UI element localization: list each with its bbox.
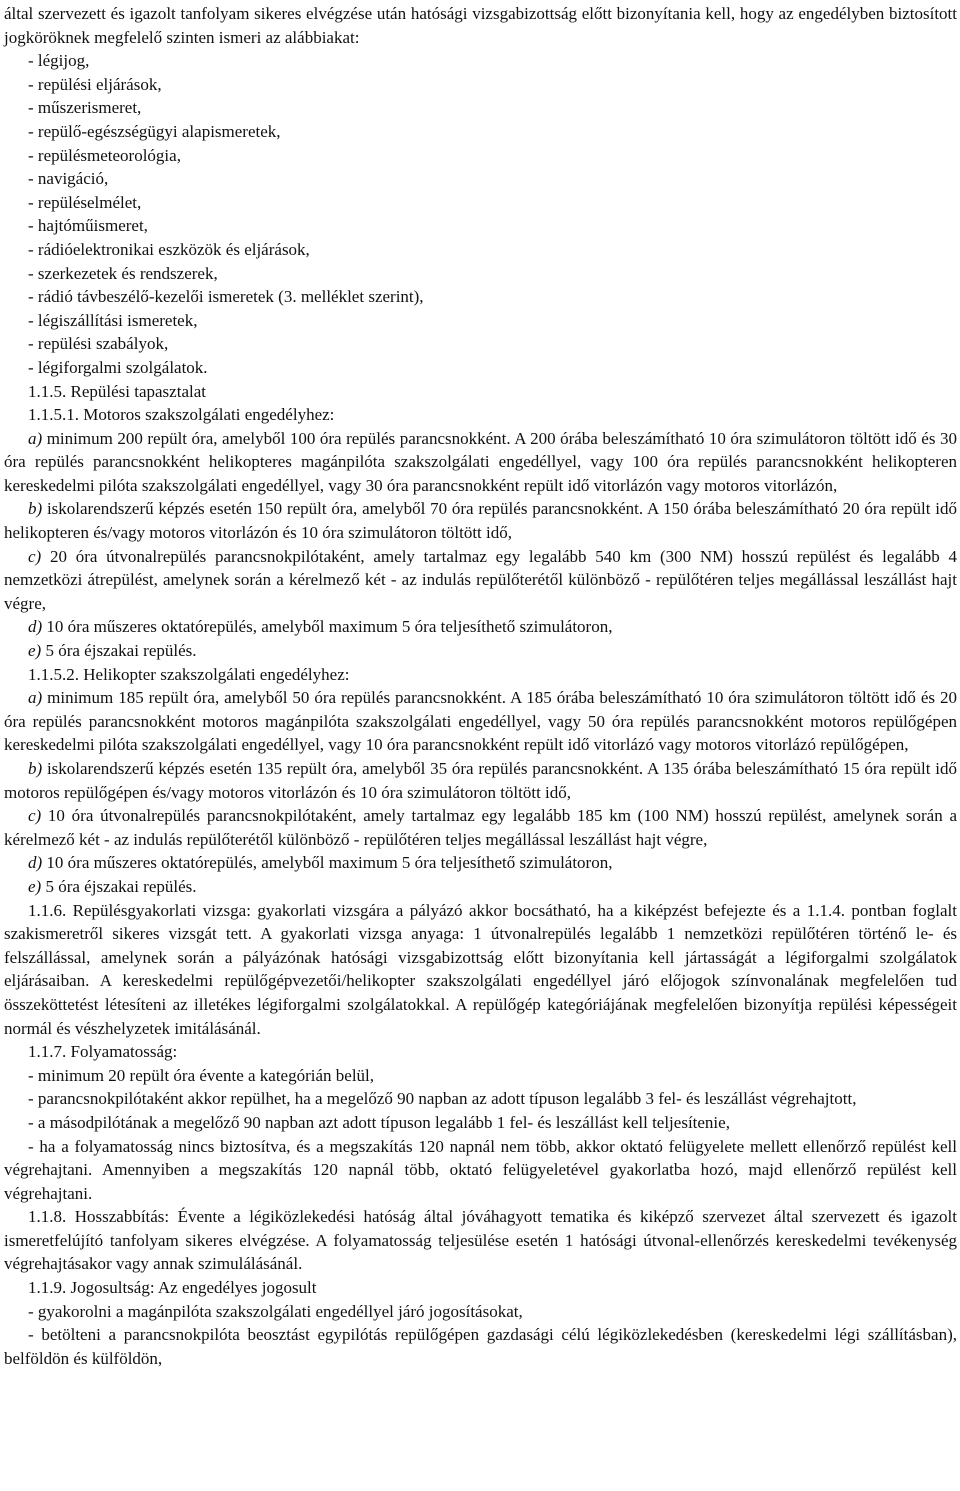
document-paragraph	[4, 1087, 957, 1111]
paragraph-text: 10 óra műszeres oktatórepülés, amelyből maximum 5 óra teljesíthető szimulátoron,	[42, 617, 613, 637]
item-letter: b)	[28, 499, 43, 519]
paragraph-text: 10 óra útvonalrepülés parancsnokpilótaként, amely tartalmaz egy legalább 185 km (100 NM) hosszú repülést, amelynek során a kérelmező két - az indulás repülőterétől különböző - repülőtéren teljes megállással leszállást hajt végre,	[4, 806, 957, 849]
paragraph-text: 1.1.8. Hosszabbítás: Évente a légiközlekedési hatóság által jóváhagyott tematika és kiképző szervezet által szervezett és igazolt ismeretfelújító tanfolyam sikeres elvégzése. A folyamatosság teljesülése esetén 1 hatósági útvonal-ellenőrzés kereskedelmi tevékenység végrehajtásakor vagy annak szimulálásánál.	[4, 1207, 957, 1274]
paragraph-text: - repülésmeteorológia,	[28, 145, 181, 165]
item-letter: c)	[28, 546, 42, 566]
document-paragraph	[4, 380, 957, 404]
document-paragraph	[4, 49, 957, 73]
document-paragraph	[4, 238, 957, 262]
paragraph-text: 5 óra éjszakai repülés.	[41, 876, 197, 896]
paragraph-text: 1.1.9. Jogosultság: Az engedélyes jogosult	[28, 1278, 317, 1298]
document-paragraph	[4, 167, 957, 191]
item-letter: a)	[28, 688, 43, 708]
item-letter: b)	[28, 759, 43, 778]
list-item-lettered	[4, 851, 957, 875]
paragraph-text: által szervezett és igazolt tanfolyam sikeres elvégzése után hatósági vizsgabizottság előtt bizonyítania kell, hogy az engedélyben biztosított jogköröknek megfelelő szinten ismeri az alábbiakat:	[4, 4, 957, 47]
paragraph-text: - műszerismeret,	[28, 98, 142, 118]
document-paragraph	[4, 2, 957, 49]
document-paragraph	[4, 1205, 957, 1276]
paragraph-text: - hajtóműismeret,	[28, 216, 148, 236]
paragraph-text: - légiszállítási ismeretek,	[28, 310, 198, 330]
paragraph-text: - ha a folyamatosság nincs biztosítva, és a megszakítás 120 napnál nem több, akkor oktató felügyelete mellett ellenőrző repülést kell végrehajtani. Amennyiben a megszakítás 120 napnál több, oktató felügyeletével gyakorlatba hozó, majd ellenőrző repülést kell végrehajtani.	[4, 1136, 957, 1203]
item-letter: d)	[28, 617, 43, 637]
list-item-lettered	[4, 686, 957, 757]
paragraph-text: - betölteni a parancsnokpilóta beosztást egypilótás repülőgépen gazdasági célú légiközlekedésben (kereskedelmi légi szállításban), belföldön és külföldön,	[4, 1325, 957, 1368]
document-paragraph	[4, 120, 957, 144]
document-paragraph	[4, 1064, 957, 1088]
paragraph-text: - navigáció,	[28, 169, 109, 189]
paragraph-text: 20 óra útvonalrepülés parancsnokpilótaként, amely tartalmaz egy legalább 540 km (300 NM) hosszú repülést és legalább 4 nemzetközi átrepülést, amelynek során a kérelmező két - az indulás repülőterétől különböző - repülőtéren teljes megállással leszállást hajt végre,	[4, 546, 957, 613]
paragraph-text: - repülő-egészségügyi alapismeretek,	[28, 121, 281, 141]
paragraph-text: 1.1.6. Repülésgyakorlati vizsga: gyakorlati vizsgára a pályázó akkor bocsátható, ha a kiképzést befejezte és a 1.1.4. pontban foglalt szakismeretről sikeres vizsgát tett. A gyakorlati vizsga anyaga: 1 útvonalrepülés legalább 1 nemzetközi repülőtéren történő le- és felszállással, amelynek során a pályázónak hatósági vizsgabizottság előtt bizonyítania kell jártasságát a légiforgalmi szolgálatok eljárásaiban. A kereskedelmi repülőgépvezetői/helikopter szakszolgálati engedéllyel járó előjogok színvonalának megfelelően tud összeköttetést létesíteni az illetékes légiforgalmi szolgálatokkal. A repülőgép kategóriájának megfelelően bizonyítja repülési képességeit normál és vészhelyzetek imitálásánál.	[4, 900, 957, 1038]
document-paragraph	[4, 1300, 957, 1324]
paragraph-text: - minimum 20 repült óra évente a kategórián belül,	[28, 1065, 375, 1085]
item-letter: a)	[28, 428, 43, 448]
paragraph-text: 1.1.7. Folyamatosság:	[28, 1042, 178, 1062]
paragraph-text: - rádióelektronikai eszközök és eljárások,	[28, 239, 310, 259]
document-paragraph	[4, 262, 957, 286]
document-paragraph	[4, 309, 957, 333]
list-item-lettered	[4, 615, 957, 639]
paragraph-text: minimum 200 repült óra, amelyből 100 óra repülés parancsnokként. A 200 órába beleszámítható 10 óra szimulátoron töltött idő és 30 óra repülés parancsnokként helikopteres magánpilóta szakszolgálati engedéllyel, vagy 100 óra repülés parancsnokként helikopteren kereskedelmi pilóta szakszolgálati engedéllyel, vagy 30 óra parancsnokként repült idő vitorlázón vagy motoros vitorlázón,	[4, 428, 957, 495]
document-paragraph	[4, 332, 957, 356]
document-paragraph	[4, 214, 957, 238]
list-item-lettered	[4, 639, 957, 663]
paragraph-text: 10 óra műszeres oktatórepülés, amelyből maximum 5 óra teljesíthető szimulátoron,	[42, 853, 613, 873]
paragraph-text: - parancsnokpilótaként akkor repülhet, ha a megelőző 90 napban az adott típuson legalább 3 fel- és leszállást végrehajtott,	[28, 1089, 857, 1109]
paragraph-text: - légijog,	[28, 51, 90, 71]
list-item-lettered	[4, 804, 957, 851]
list-item-lettered	[4, 427, 957, 498]
paragraph-text: iskolarendszerű képzés esetén 135 repült óra, amelyből 35 óra repülés parancsnokként. A 135 órába beleszámítható 15 óra repült idő motoros repülőgépen és/vagy motoros vitorlázón és 10 óra szimulátoron töltött idő,	[4, 759, 957, 802]
document-paragraph	[4, 356, 957, 380]
paragraph-text: - gyakorolni a magánpilóta szakszolgálati engedéllyel járó jogosításokat,	[28, 1301, 523, 1321]
paragraph-text: - a másodpilótának a megelőző 90 napban azt adott típuson legalább 1 fel- és leszállást kell teljesítenie,	[28, 1112, 730, 1132]
paragraph-text: - repülési szabályok,	[28, 334, 169, 354]
document-paragraph	[4, 73, 957, 97]
paragraph-text: - rádió távbeszélő-kezelői ismeretek (3. melléklet szerint),	[28, 287, 424, 307]
document-paragraph	[4, 191, 957, 215]
paragraph-text: - szerkezetek és rendszerek,	[28, 263, 218, 283]
item-letter: c)	[28, 806, 42, 826]
document-paragraph	[4, 1323, 957, 1370]
document-paragraph	[4, 1135, 957, 1206]
paragraph-text: - repüléselmélet,	[28, 192, 142, 212]
paragraph-text: 1.1.5.2. Helikopter szakszolgálati engedélyhez:	[28, 664, 350, 684]
list-item-lettered	[4, 545, 957, 616]
document-paragraph	[4, 663, 957, 687]
paragraph-text: iskolarendszerű képzés esetén 150 repült óra, amelyből 70 óra repülés parancsnokként. A 150 órába beleszámítható 20 óra repült idő helikopteren és/vagy motoros vitorlázón és 10 óra szimulátoron töltött idő,	[4, 499, 957, 543]
document-paragraph	[4, 1276, 957, 1300]
paragraph-text: 5 óra éjszakai repülés.	[41, 641, 197, 661]
document-paragraph	[4, 403, 957, 427]
item-letter: e)	[28, 876, 42, 896]
document-paragraph	[4, 144, 957, 168]
paragraph-text: 1.1.5.1. Motoros szakszolgálati engedélyhez:	[28, 405, 335, 425]
item-letter: e)	[28, 641, 42, 661]
document-paragraph	[4, 96, 957, 120]
paragraph-text: minimum 185 repült óra, amelyből 50 óra repülés parancsnokként. A 185 órába beleszámítható 10 óra szimulátoron töltött idő és 20 óra repülés parancsnokként motoros magánpilóta szakszolgálati engedéllyel, vagy 50 óra repülés parancsnokként motoros repülőgépen kereskedelmi pilóta szakszolgálati engedéllyel, vagy 10 óra parancsnokként repült idő vitorlázó vagy motoros vitorlázó repülőgépen,	[4, 688, 957, 755]
paragraph-text: 1.1.5. Repülési tapasztalat	[28, 381, 206, 401]
paragraph-text: - repülési eljárások,	[28, 74, 162, 94]
item-letter: d)	[28, 853, 43, 873]
list-item-lettered	[4, 757, 957, 804]
list-item-lettered	[4, 875, 957, 899]
document-paragraph	[4, 1040, 957, 1064]
document-paragraph	[4, 899, 957, 1041]
document-paragraph	[4, 1111, 957, 1135]
document-paragraph	[4, 285, 957, 309]
paragraph-text: - légiforgalmi szolgálatok.	[28, 357, 208, 377]
list-item-lettered	[4, 497, 957, 544]
